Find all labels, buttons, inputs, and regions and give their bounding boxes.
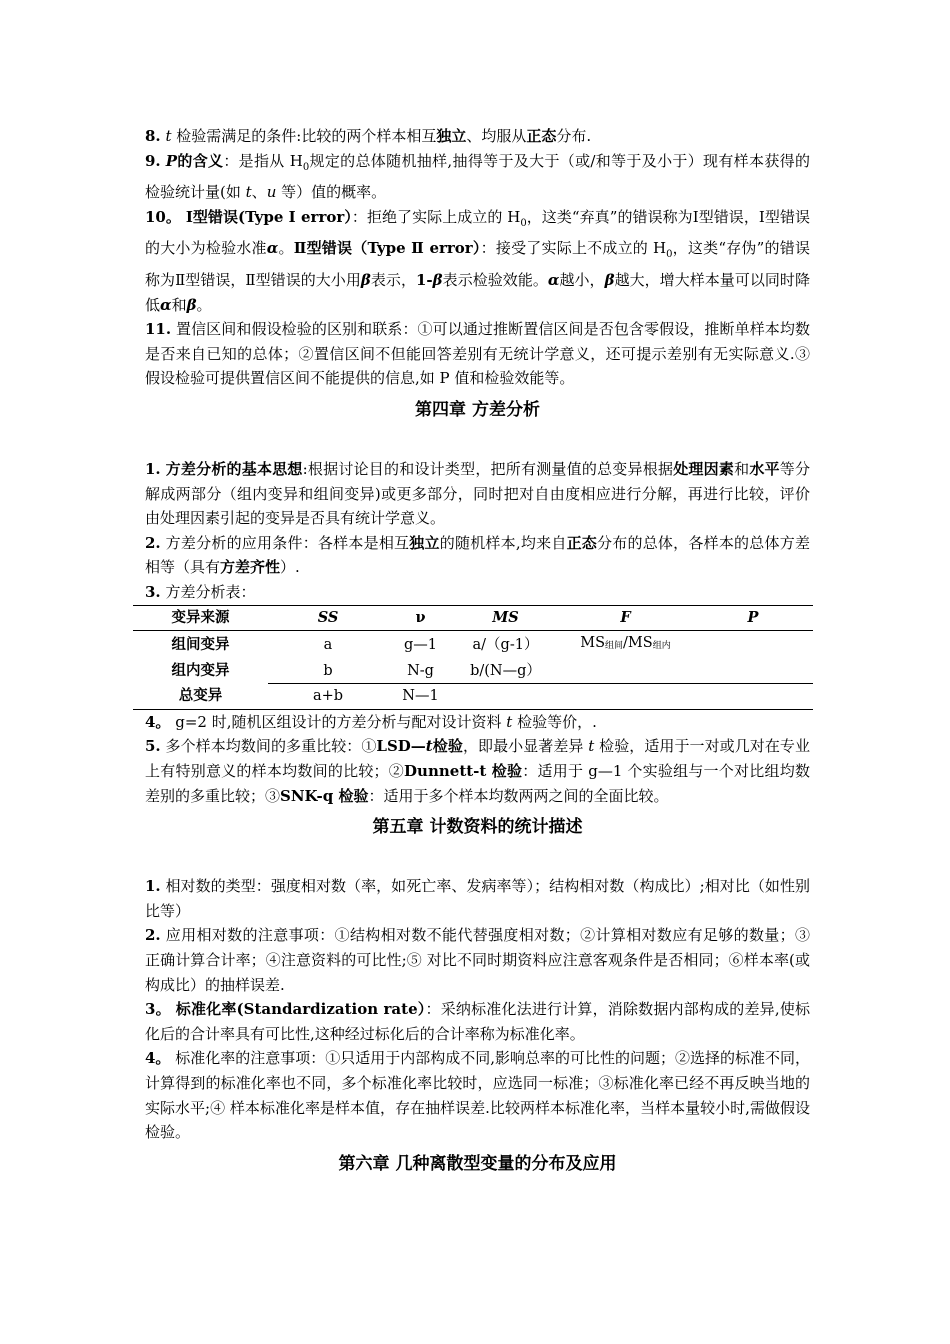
anova-table <box>133 605 813 710</box>
item-11: 11. 置信区间和假设检验的区别和联系：①可以通过推断置信区间是否包含零假设，推断单样本均数是否来自已知的总体；②置信区间不但能回答差别有无统计学意义，还可提示差别有无实际意义.③ 假设检验可提供置信区间不能提供的信息,如 P 值和检验效能等。 <box>145 320 810 388</box>
ch4-item-1: 1. 方差分析的基本思想:根据讨论目的和设计类型，把所有测量值的总变异根据处理因素和水平等分解成两部分（组内变异和组间变异)或更多部分，同时把对自由度相应进行分解，再进行比较，评价由处理因素引起的变异是否具有统计学意义。 <box>145 459 810 528</box>
chapter-5-title: 第五章 计数资料的统计描述 <box>372 817 583 838</box>
f-formula: $MS_{组间}/MS_{组内}$ <box>580 635 671 652</box>
ch4-item-2: 2. 方差分析的应用条件：各样本是相互独立的随机样本,均来自正态分布的总体，各样本的总体方差相等（具有方差齐性）. <box>145 533 810 577</box>
ch5-item-2: 2. 应用相对数的注意事项：①结构相对数不能代替强度相对数；②计算相对数应有足够的数量；③正确计算合计率；④注意资料的可比性;⑤ 对比不同时期资料应注意客观条件是否相同；⑥样本率(或构成比）的抽样误差. <box>145 926 810 994</box>
ch4-item-3: 3. 方差分析表： <box>145 582 256 601</box>
header-source: 变异来源 <box>133 605 268 631</box>
header-ms: MS <box>453 605 558 631</box>
ch5-item-3: 3。 标准化率(Standardization rate）：采纳标准化法进行计算，消除数据内部构成的差异,使标化后的合计率具有可比性,这种经过标化后的合计率称为标准化率。 <box>145 1000 811 1043</box>
document-page <box>145 124 810 1177</box>
table-row: 总变异 a+b N—1 <box>133 684 813 710</box>
item-8: 8. t 检验需满足的条件:比较的两个样本相互独立、均服从正态分布. <box>145 127 592 145</box>
table-row: 组间变异 a g—1 a/（g-1） $MS_{组间}/MS_{组内}$ <box>133 631 813 659</box>
ch4-item-4: 4。 g=2 时,随机区组设计的方差分析与配对设计资料 t 检验等价，. <box>145 712 597 731</box>
item-9: 9. P的含义：是指从 $H_0$规定的总体随机抽样,抽得等于及大于（或/和等于及小于）现有样本获得的检验统计量(如 t、u 等）值的概率。 <box>145 151 810 202</box>
header-ss: SS <box>268 605 388 631</box>
header-df: ν <box>388 605 453 631</box>
item-10: 10。 Ⅰ型错误(Type Ⅰ error）：拒绝了实际上成立的 $H_0$，这类“弃真”的错误称为Ⅰ型错误，Ⅰ型错误的大小为检验水准α。Ⅱ型错误（Type Ⅱ error）：接受了实际上不成立的 $H_0$，这类“存伪”的错误称为Ⅱ型错误，Ⅱ型错误的大小用β表示，1-β表示检验效能。α越小，β越大，增大样本量可以同时降低α和β。 <box>145 207 810 314</box>
table-header-row <box>133 605 813 631</box>
header-p: P <box>693 605 813 631</box>
ch5-item-1: 1. 相对数的类型：强度相对数（率，如死亡率、发病率等）；结构相对数（构成比）;相对比（如性别比等） <box>145 877 810 920</box>
ch5-item-4: 4。 标准化率的注意事项：①只适用于内部构成不同,影响总率的可比性的问题；②选择的标准不同，计算得到的标准化率也不同，多个标准化率比较时，应选同一标准；③标准化率已经不再反映当地的实际水平;④ 样本标准化率是样本值，存在抽样误差.比较两样本标准化率，当样本量较小时,需做假设检验。 <box>145 1049 810 1142</box>
ch4-item-5: 5. 多个样本均数间的多重比较：①LSD—t检验，即最小显著差异 t 检验，适用于一对或几对在专业上有特别意义的样本均数间的比较；②Dunnett-t 检验：适用于 g—1 个实验组与一个对比组均数差别的多重比较；③SNK-q 检验：适用于多个样本均数两两之间的全面比较。 <box>145 737 810 805</box>
chapter-6-title: 第六章 几种离散型变量的分布及应用 <box>338 1153 617 1174</box>
chapter-4-title: 第四章 方差分析 <box>415 399 540 420</box>
table-row: 组内变异 b N-g b/(N—g） <box>171 661 541 679</box>
header-f: F <box>558 605 693 631</box>
